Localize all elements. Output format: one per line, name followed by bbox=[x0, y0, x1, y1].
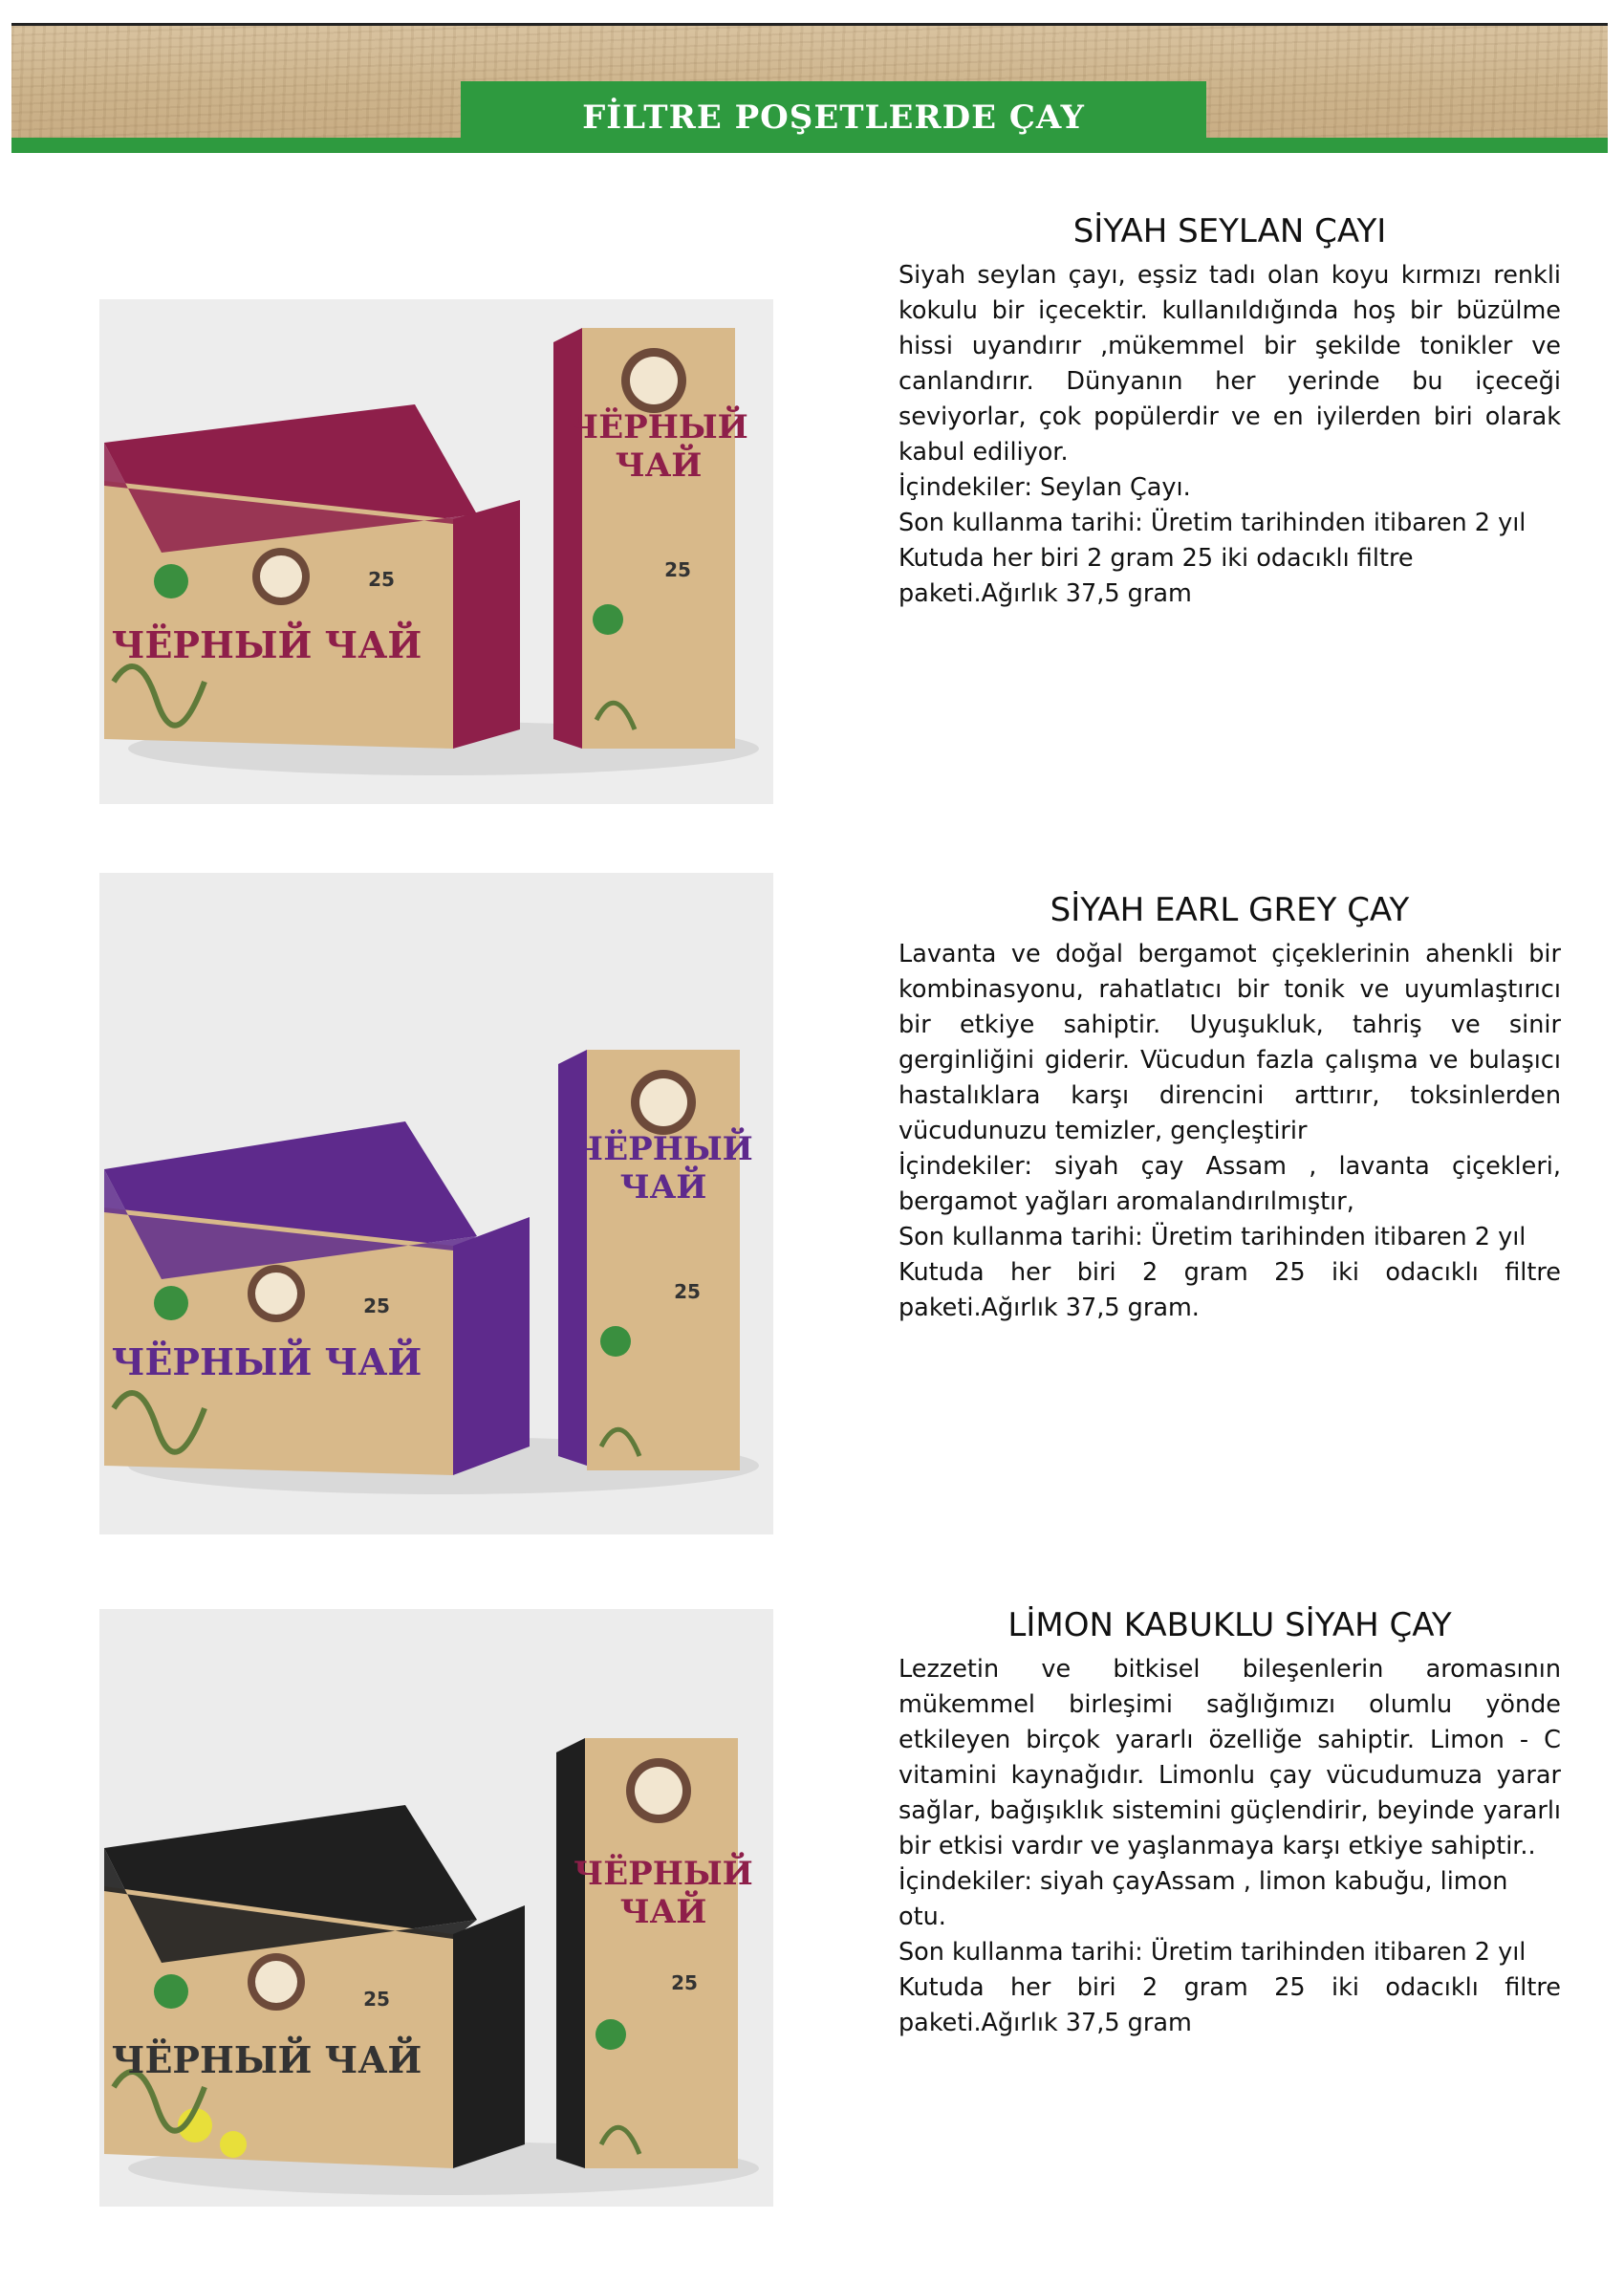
tea-box-illustration bbox=[99, 299, 773, 804]
product-shelf-life: Son kullanma tarihi: Üretim tarihinden itibaren 2 yıl bbox=[899, 1223, 1527, 1251]
box-count: 25 bbox=[368, 568, 395, 591]
product-text-1 bbox=[899, 212, 1561, 612]
box-count: 25 bbox=[671, 1971, 698, 1994]
product-description: Lezzetin ve bitkisel bileşenlerin aromasının mükemmel birleşimi sağlığımızı olumlu yönde etkileyen birçok yararlı özelliğe sahiptir. Limon - C vitamini kaynağıdır. Limonlu çay vücudumuza yarar sağlar, bağışıklık sistemini güçlendirir, beyinde yararlı bir etkisi vardır ve yaşlanmaya karşı etkiye sahiptir.. bbox=[899, 1655, 1561, 1860]
box-brand-line1: ЧЁРНЫЙ bbox=[574, 1855, 753, 1893]
box-front-label: ЧЁРНЫЙ ЧАЙ bbox=[111, 2038, 422, 2081]
box-count: 25 bbox=[674, 1280, 701, 1303]
product-shelf-life: Son kullanma tarihi: Üretim tarihinden itibaren 2 yıl bbox=[899, 1938, 1527, 1967]
product-image-1 bbox=[99, 299, 773, 804]
product-title: SİYAH SEYLAN ÇAYI bbox=[1072, 212, 1387, 250]
box-brand-line2: ЧАЙ bbox=[615, 446, 703, 485]
product-text-2 bbox=[899, 891, 1561, 1326]
product-ingredients: İçindekiler: siyah çay Assam , lavanta çiçekleri, bergamot yağları aromalandırılmıştır, bbox=[899, 1152, 1561, 1216]
box-count: 25 bbox=[664, 558, 691, 581]
banner-tab bbox=[461, 81, 1206, 153]
tea-box-illustration bbox=[99, 1609, 773, 2207]
box-front-label: ЧЁРНЫЙ ЧАЙ bbox=[111, 623, 422, 666]
header-banner bbox=[11, 26, 1608, 153]
product-package: Kutuda her biri 2 gram 25 iki odacıklı filtre paketi.Ağırlık 37,5 gram. bbox=[899, 1258, 1561, 1322]
box-brand-line1: ЧЁРНЫЙ bbox=[574, 1130, 753, 1168]
product-shelf-life: Son kullanma tarihi: Üretim tarihinden itibaren 2 yıl bbox=[899, 509, 1527, 537]
product-package: Kutuda her biri 2 gram 25 iki odacıklı filtre paketi.Ağırlık 37,5 gram bbox=[899, 1973, 1561, 2037]
product-ingredients: İçindekiler: siyah çayAssam , limon kabuğu, limon otu. bbox=[899, 1867, 1508, 1931]
page-title: FİLTRE POŞETLERDE ÇAY bbox=[582, 98, 1085, 137]
product-description: Siyah seylan çayı, eşsiz tadı olan koyu kırmızı renkli kokulu bir içecektir. kullanıldığında hoş bir büzülme hissi uyandırır ,mükemmel bir şekilde tonikler ve canlandırır. Dünyanın her yerinde bu içeceği seviyorlar, çok popülerdir ve en iyilerden biri olarak kabul ediliyor. bbox=[899, 261, 1561, 467]
product-title: SİYAH EARL GREY ÇAY bbox=[1050, 891, 1410, 929]
product-image-2 bbox=[99, 873, 773, 1534]
box-brand-line2: ЧАЙ bbox=[619, 1893, 707, 1931]
tea-box-illustration bbox=[99, 873, 773, 1534]
box-count: 25 bbox=[363, 1294, 390, 1317]
box-count: 25 bbox=[363, 1988, 390, 2011]
box-front-label: ЧЁРНЫЙ ЧАЙ bbox=[111, 1340, 422, 1383]
product-ingredients: İçindekiler: Seylan Çayı. bbox=[899, 473, 1191, 502]
product-package: Kutuda her biri 2 gram 25 iki odacıklı filtre paketi.Ağırlık 37,5 gram bbox=[899, 544, 1414, 608]
box-brand-line1: ЧЁРНЫЙ bbox=[569, 408, 748, 446]
product-description: Lavanta ve doğal bergamot çiçeklerinin ahenkli bir kombinasyonu, rahatlatıcı bir tonik ve uyumlaştırıcı bir etkiye sahiptir. Uyuşukluk, tahriş ve sinir gerginliğini giderir. Vücudun fazla çalışma ve bulaşıcı hastalıklara karşı direncini arttırır, toksinlerden vücudunuzu temizler, gençleştirir bbox=[899, 940, 1561, 1145]
product-title: LİMON KABUKLU SİYAH ÇAY bbox=[1007, 1606, 1452, 1644]
product-text-3 bbox=[899, 1606, 1561, 2041]
box-brand-line2: ЧАЙ bbox=[619, 1168, 707, 1207]
product-image-3 bbox=[99, 1609, 773, 2207]
